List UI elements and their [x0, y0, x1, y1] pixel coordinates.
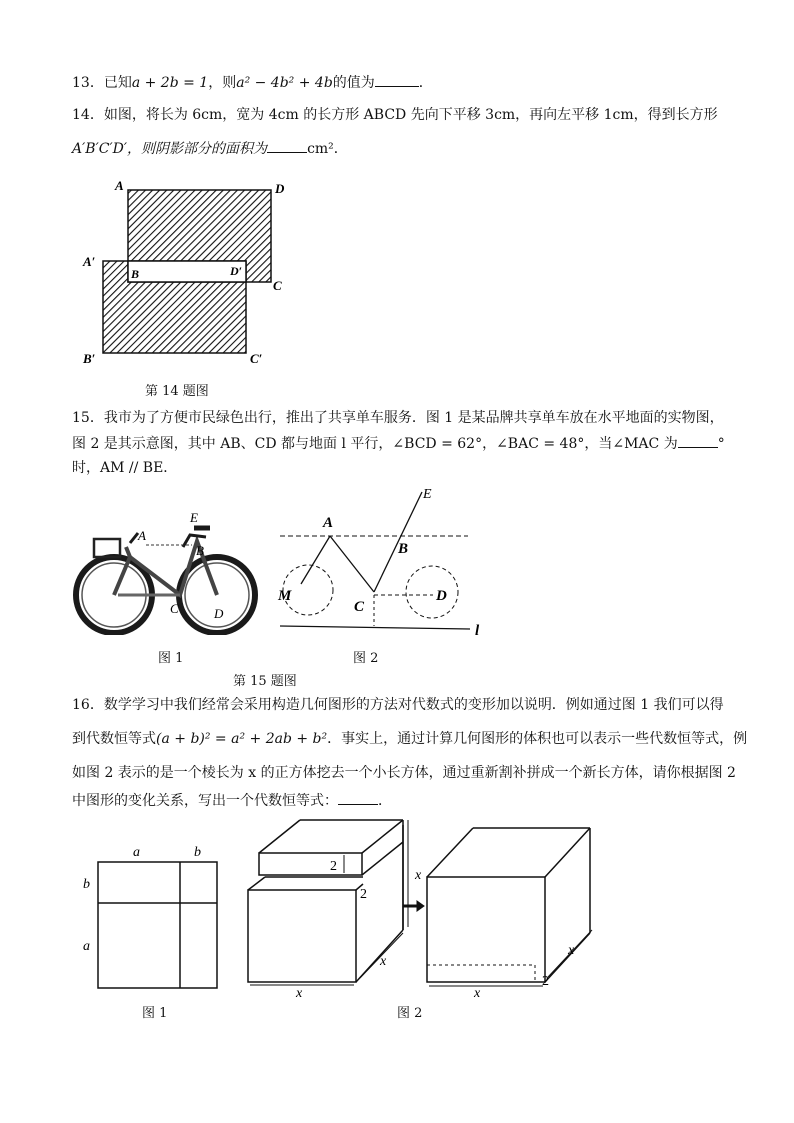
answer-blank[interactable] [338, 790, 378, 805]
question-16-line-3: 如图 2 表示的是一个棱长为 x 的正方体挖去一个小长方体，通过重新割补拼成一个新长方体，请你根据图 2 [72, 765, 736, 781]
ground-line-l [280, 626, 470, 629]
label-B: B [131, 267, 140, 281]
q13-expression: a² − 4b² + 4b [236, 75, 333, 91]
question-16-line-2: 到代数恒等式(a + b)² = a² + 2ab + b²．事实上，通过计算几何图形的体积也可以表示一些代数恒等式，例 [72, 731, 748, 747]
label-a-top: a [133, 845, 140, 860]
fig2-label-x-width: x [296, 986, 303, 1000]
fig2-label-C: C [354, 599, 365, 615]
bicycle-schematic [270, 480, 490, 640]
question-15-line-2: 图 2 是其示意图，其中 AB、CD 都与地面 l 平行，∠BCD = 62°，∠BAC = 48°，当∠MAC 为 ° [72, 433, 725, 454]
label-A-prime: A′ [83, 254, 96, 269]
label-C: C [273, 278, 282, 293]
bicycle-photo [68, 505, 263, 635]
answer-blank[interactable] [375, 72, 419, 87]
fig2-label-x-width-right: x [474, 986, 481, 1000]
fig1-label-E: E [190, 510, 198, 525]
overlap-rectangle [128, 261, 246, 282]
q13-condition: a + 2b = 1 [131, 75, 209, 91]
fig2-label-B: B [398, 541, 409, 557]
figure-15-2-caption: 图 2 [353, 651, 379, 666]
question-14-line-1: 14．如图，将长为 6cm，宽为 4cm 的长方形 ABCD 先向下平移 3cm，再向左平移 1cm，得到长方形 [72, 107, 718, 123]
label-B-prime: B′ [83, 351, 96, 366]
fig2-label-x-depth-right: x [568, 943, 575, 958]
fig2-label-x-depth: x [380, 954, 387, 969]
figure-16-1-caption: 图 1 [142, 1006, 168, 1021]
question-16-line-4: 中图形的变化关系，写出一个代数恒等式： ． [72, 790, 392, 811]
label-C-prime: C′ [250, 351, 263, 366]
label-A: A [115, 178, 124, 193]
fig1-label-C: C [170, 601, 179, 616]
figure-16-2-caption: 图 2 [397, 1006, 423, 1021]
fig2-label-E: E [423, 487, 432, 502]
question-13: 13．已知a + 2b = 1，则a² − 4b² + 4b的值为 ． [72, 72, 433, 93]
identity-formula: (a + b)² = a² + 2ab + b² [156, 731, 328, 747]
fig2-label-l: l [475, 623, 480, 639]
fig1-label-B: B [196, 543, 204, 558]
fig1-label-D: D [214, 606, 224, 621]
fig2-label-D: D [436, 588, 447, 604]
label-D-prime: D′ [230, 264, 243, 278]
answer-blank[interactable] [267, 138, 307, 153]
figure-16-1-square [80, 838, 230, 993]
figure-14-caption: 第 14 题图 [145, 384, 209, 399]
figure-15-1-caption: 图 1 [158, 651, 184, 666]
question-15-line-1: 15．我市为了方便市民绿色出行，推出了共享单车服务．图 1 是某品牌共享单车放在水平地面的实物图， [72, 410, 724, 426]
label-D: D [275, 181, 285, 196]
fig2-label-M: M [278, 588, 292, 604]
label-b-left: b [83, 877, 90, 892]
figure-14 [75, 175, 305, 375]
segment-AC [330, 536, 374, 592]
fig1-label-M: M [90, 603, 101, 618]
fig2-label-2-notch: 2 [330, 859, 337, 874]
fig2-label-2-depth: 2 [360, 887, 367, 902]
label-a-left: a [83, 939, 90, 954]
fig2-label-2-right: 2 [542, 974, 549, 989]
question-14-line-2: A′B′C′D′，则阴影部分的面积为 cm²． [72, 138, 348, 159]
fig1-label-A: A [138, 528, 146, 543]
fig2-label-x-height: x [415, 868, 422, 883]
segment-AM [301, 536, 330, 584]
question-16-line-1: 16．数学学习中我们经常会采用构造几何图形的方法对代数式的变形加以说明．例如通过图 1 我们可以得 [72, 697, 724, 713]
fig2-label-A: A [323, 515, 334, 531]
answer-blank[interactable] [678, 433, 718, 448]
dashed-circle-d [406, 566, 458, 618]
figure-15-caption: 第 15 题图 [233, 674, 297, 689]
label-b-top: b [194, 845, 201, 860]
question-15-line-3: 时，AM // BE． [72, 460, 178, 476]
figure-16-2-cubes [240, 815, 610, 1000]
